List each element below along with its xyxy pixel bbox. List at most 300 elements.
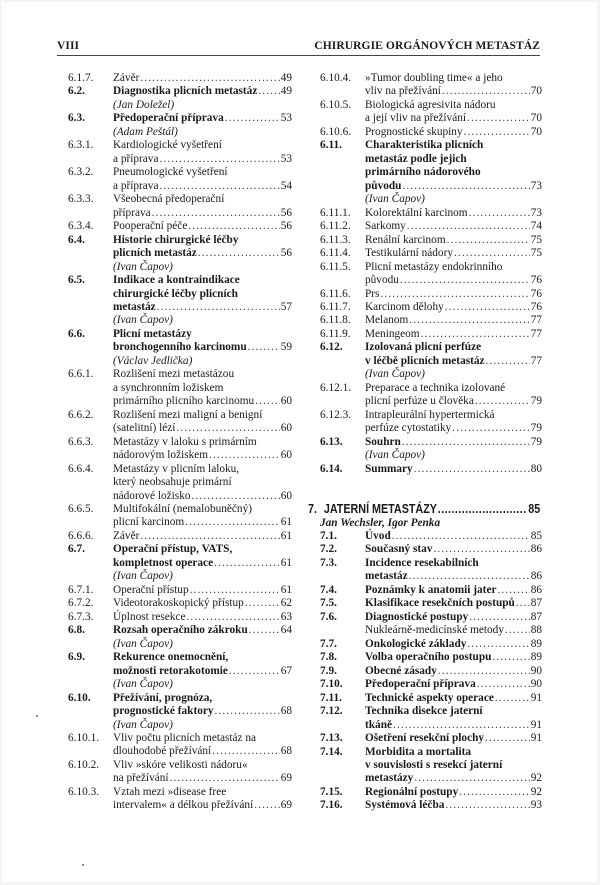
toc-entry-line[interactable]	[320, 772, 542, 785]
scan-speck	[82, 864, 84, 866]
page-ref: 54	[280, 179, 292, 192]
toc-entry-line[interactable]	[68, 503, 292, 516]
section-title: (Ivan Čapov)	[113, 314, 173, 327]
dot-leader	[157, 301, 280, 314]
toc-entry-line[interactable]	[68, 247, 292, 260]
toc-entry-line[interactable]	[320, 463, 542, 476]
toc-entry-line[interactable]	[320, 341, 542, 354]
dot-leader	[477, 678, 530, 691]
toc-author-line	[320, 368, 542, 381]
dot-leader	[185, 516, 279, 529]
section-title: chirurgické léčby plicních	[113, 287, 238, 300]
toc-author-line	[320, 193, 542, 206]
section-number: 7.12.	[320, 705, 343, 718]
toc-entry-line[interactable]	[68, 234, 292, 247]
section-title: Multifokální (nemalobuněčný)	[113, 503, 252, 515]
section-title: Onkologické základy ..... 89	[365, 638, 542, 651]
toc-author-line	[68, 719, 292, 732]
toc-entry-line[interactable]	[68, 759, 292, 772]
dot-leader	[445, 301, 530, 314]
dot-leader	[445, 799, 529, 812]
section-title: Operační přístup ..... 61	[113, 584, 292, 597]
section-title: který neobsahuje primární	[113, 476, 232, 489]
toc-entry-line[interactable]	[320, 570, 542, 583]
section-title: perfúze cytostatiky ..... 79	[365, 422, 542, 435]
section-title: Úplnost resekce ..... 63	[113, 611, 292, 624]
toc-entry-line[interactable]	[320, 436, 542, 449]
toc-entry-line[interactable]	[320, 732, 542, 745]
dot-leader	[212, 745, 280, 758]
toc-entry-line[interactable]	[68, 624, 292, 637]
page-ref: 60	[280, 422, 292, 435]
section-title: a příprava ..... 53	[113, 153, 292, 166]
toc-entry-line[interactable]	[320, 584, 542, 597]
toc-entry-line[interactable]	[320, 355, 542, 368]
page-ref: 57	[280, 300, 292, 313]
section-title: Operační přístup, VATS,	[113, 543, 233, 556]
section-number: 6.14.	[320, 462, 343, 475]
page-ref: 76	[530, 274, 542, 287]
section-number: 7.6.	[320, 610, 337, 623]
section-title: Testikulární nádory ..... 75	[365, 247, 542, 260]
section-title: původu ..... 73	[365, 180, 542, 193]
section-title: primárního nádorového	[365, 166, 481, 179]
section-number: 6.4.	[68, 233, 85, 246]
page-ref: 56	[280, 247, 292, 260]
page-ref: 91	[530, 691, 542, 704]
section-number: 6.6.3.	[68, 435, 94, 448]
toc-entry-line[interactable]	[68, 328, 292, 341]
toc-entry-line[interactable]	[68, 799, 292, 812]
dot-leader	[402, 180, 529, 193]
section-number: 7.7.	[320, 637, 337, 650]
toc-entry-line[interactable]	[68, 786, 292, 799]
toc-entry-line[interactable]	[68, 153, 292, 166]
dot-leader	[452, 422, 529, 435]
section-title: původu ..... 76	[365, 274, 542, 287]
toc-entry-line[interactable]	[68, 139, 292, 152]
page-ref: 89	[530, 637, 542, 650]
section-title: (Ivan Čapov)	[113, 718, 173, 731]
section-number: 6.10.2.	[68, 758, 100, 771]
toc-entry-line[interactable]	[320, 651, 542, 664]
section-title: Vliv »skóre velikosti nádoru«	[113, 758, 248, 771]
page-ref: 79	[530, 422, 542, 435]
section-title: Diagnostika plicních metastáz ..... 49	[113, 85, 292, 98]
toc-entry-line[interactable]	[320, 234, 542, 247]
dot-leader	[140, 530, 279, 543]
section-title: (Ivan Čapov)	[365, 368, 425, 381]
section-title: Diagnostické postupy ..... 87	[365, 611, 542, 624]
dot-leader	[516, 597, 530, 610]
section-number: 6.2.	[68, 85, 85, 98]
toc-entry-line[interactable]	[320, 382, 542, 395]
dot-leader	[497, 584, 529, 597]
page-ref: 87	[530, 610, 542, 623]
section-number: 6.12.	[320, 341, 343, 354]
dot-leader	[485, 732, 530, 745]
toc-entry-line[interactable]	[68, 422, 292, 435]
section-number: 6.11.6.	[320, 287, 351, 300]
section-number: 6.13.	[320, 435, 343, 448]
toc-entry-line[interactable]	[68, 772, 292, 785]
page-ref: 77	[530, 327, 542, 340]
page-ref: 90	[530, 678, 542, 691]
page-ref: 49	[280, 85, 292, 98]
section-number: 6.6.2.	[68, 408, 94, 421]
section-title: Plicní metastázy endokrinního	[365, 260, 503, 273]
page-ref: 67	[280, 664, 292, 677]
toc-entry-line[interactable]	[320, 665, 542, 678]
document-page	[2, 2, 597, 882]
section-number: 7.4.	[320, 583, 337, 596]
dot-leader	[409, 570, 530, 583]
toc-entry-line[interactable]	[320, 153, 542, 166]
toc-entry-line[interactable]	[320, 705, 542, 718]
dot-leader	[414, 772, 529, 785]
section-title: kompletnost operace ..... 61	[113, 557, 292, 570]
section-title: metastáz ..... 86	[365, 570, 542, 583]
dot-leader	[486, 355, 530, 368]
section-number: 7.16.	[320, 799, 343, 812]
dot-leader	[492, 651, 529, 664]
toc-entry-line[interactable]	[68, 665, 292, 678]
toc-author-line	[68, 314, 292, 327]
toc-entry-line[interactable]	[68, 597, 292, 610]
page-ref: 86	[530, 570, 542, 583]
section-title: Incidence resekabilních	[365, 556, 479, 569]
section-title: plicní perfúze u člověka ..... 79	[365, 395, 542, 408]
section-title: Závěr ..... 49	[113, 72, 292, 85]
section-title: Ošetření resekční plochy ..... 91	[365, 732, 542, 745]
dot-leader	[176, 422, 279, 435]
page-ref: 73	[530, 206, 542, 219]
page-ref: 75	[530, 247, 542, 260]
section-title: Plicní metastázy	[113, 327, 192, 340]
section-title: (Ivan Čapov)	[113, 678, 173, 691]
section-number: 6.11.1.	[320, 206, 351, 219]
toc-entry-line[interactable]	[320, 799, 542, 812]
section-number: 6.3.	[68, 112, 85, 125]
toc-entry-line[interactable]	[68, 463, 292, 476]
page-ref: 49	[280, 72, 292, 84]
section-title: Přežívání, prognóza,	[113, 691, 213, 704]
toc-entry-line[interactable]	[68, 692, 292, 705]
dot-leader	[392, 530, 530, 543]
toc-entry-line[interactable]	[68, 611, 292, 624]
toc-entry-line[interactable]	[68, 449, 292, 462]
page-ref: 56	[280, 220, 292, 233]
section-title: Charakteristika plicních	[365, 139, 484, 152]
section-title: primárního plicního karcinomu ..... 60	[113, 395, 292, 408]
toc-entry-line[interactable]	[68, 476, 292, 489]
section-number: 6.6.	[68, 327, 85, 340]
dot-leader	[459, 786, 529, 799]
section-title: metastázy ..... 92	[365, 772, 542, 785]
section-number: 6.3.1.	[68, 139, 94, 152]
page-ref: 75	[530, 233, 542, 246]
section-title: intervalem« a délkou přežívání ..... 69	[113, 799, 292, 812]
section-title: Předoperační příprava ..... 90	[365, 678, 542, 691]
toc-entry-line[interactable]	[320, 692, 542, 705]
section-title: Metastázy v plicním laloku,	[113, 462, 240, 475]
section-title: Závěr ..... 61	[113, 530, 292, 543]
toc-entry-line[interactable]	[68, 274, 292, 287]
toc-entry-line[interactable]	[320, 786, 542, 799]
section-number: 6.7.	[68, 543, 85, 556]
section-title: (Ivan Čapov)	[113, 637, 173, 650]
dot-leader	[469, 611, 529, 624]
toc-entry-line[interactable]	[320, 139, 542, 152]
section-number: 6.3.3.	[68, 193, 94, 206]
section-title: prognostické faktory ..... 68	[113, 705, 292, 718]
section-number: 7.11.	[320, 691, 342, 704]
toc-entry-line[interactable]	[320, 126, 542, 139]
section-number: 6.12.1.	[320, 381, 352, 394]
toc-author-line	[68, 126, 292, 139]
dot-leader	[467, 112, 530, 125]
toc-entry-line[interactable]	[320, 207, 542, 220]
toc-entry-line[interactable]	[320, 678, 542, 691]
section-number: 7.10.	[320, 678, 343, 691]
dot-leader	[190, 584, 280, 597]
page-ref: 53	[280, 112, 292, 125]
toc-entry-line[interactable]	[68, 85, 292, 98]
toc-author-line	[320, 449, 542, 462]
section-title: Metastázy v laloku s primárním	[113, 435, 257, 448]
toc-entry-line[interactable]	[320, 597, 542, 610]
toc-entry-line[interactable]	[68, 409, 292, 422]
section-title: Regionální postupy ..... 92	[365, 786, 542, 799]
toc-entry-line[interactable]	[68, 301, 292, 314]
toc-entry-line[interactable]	[320, 85, 542, 98]
toc-entry-line[interactable]	[68, 584, 292, 597]
section-title: tkáně ..... 91	[365, 719, 542, 732]
toc-entry-line[interactable]	[320, 72, 542, 85]
toc-entry-line[interactable]	[320, 611, 542, 624]
toc-entry-line[interactable]	[68, 193, 292, 206]
page-ref: 90	[530, 664, 542, 677]
toc-entry-line[interactable]	[320, 530, 542, 543]
section-number: 6.11.9.	[320, 327, 351, 340]
toc-entry-line[interactable]	[68, 705, 292, 718]
dot-leader	[442, 85, 530, 98]
toc-entry-line[interactable]	[68, 341, 292, 354]
section-title: metastáz podle jejich	[365, 152, 467, 165]
toc-entry-line[interactable]	[320, 543, 542, 556]
page-ref: 79	[530, 395, 542, 408]
page-ref: 61	[280, 583, 292, 596]
toc-entry-line[interactable]	[320, 166, 542, 179]
dot-leader	[409, 314, 529, 327]
section-number: 6.3.2.	[68, 166, 94, 179]
dot-leader	[400, 274, 530, 287]
section-number: 6.10.1.	[68, 731, 100, 744]
page-ref: 63	[280, 610, 292, 623]
section-title: a příprava ..... 54	[113, 180, 292, 193]
chapter-7-heading[interactable]	[308, 502, 540, 517]
page-ref: 60	[280, 489, 292, 502]
chapter-title: JATERNÍ METASTÁZY	[323, 502, 437, 516]
section-title: Pooperační péče ..... 56	[113, 220, 292, 233]
page-ref: 61	[280, 556, 292, 569]
toc-entry-line[interactable]	[320, 759, 542, 772]
section-number: 6.11.	[320, 139, 342, 152]
toc-entry-line[interactable]	[68, 288, 292, 301]
toc-entry-line[interactable]	[68, 395, 292, 408]
toc-entry-line[interactable]	[68, 72, 292, 85]
toc-entry-line[interactable]	[68, 530, 292, 543]
section-number: 6.11.4.	[320, 247, 351, 260]
section-title: Předoperační příprava ..... 53	[113, 112, 292, 125]
section-title: (Ivan Čapov)	[365, 449, 425, 462]
toc-entry-line[interactable]	[68, 112, 292, 125]
toc-entry-line[interactable]	[320, 180, 542, 193]
section-title: Morbidita a mortalita	[365, 745, 472, 758]
section-number: 6.11.2.	[320, 220, 351, 233]
toc-entry-line[interactable]	[68, 368, 292, 381]
toc-entry-line[interactable]	[320, 557, 542, 570]
toc-entry-line[interactable]	[68, 745, 292, 758]
toc-entry-line[interactable]	[68, 166, 292, 179]
toc-entry-line[interactable]	[320, 409, 542, 422]
section-number: 6.1.7.	[68, 72, 94, 84]
section-number: 6.11.8.	[320, 314, 351, 327]
toc-entry-line[interactable]	[68, 220, 292, 233]
dot-leader	[152, 207, 280, 220]
section-title: vliv na přežívání ..... 70	[365, 85, 542, 98]
toc-entry-line[interactable]	[320, 247, 542, 260]
toc-entry-line[interactable]	[320, 261, 542, 274]
toc-entry-line[interactable]	[320, 624, 542, 637]
dot-leader	[469, 207, 530, 220]
page-ref: 91	[530, 732, 542, 745]
section-number: 6.7.2.	[68, 597, 94, 610]
section-title: Rozsah operačního zákroku ..... 64	[113, 624, 292, 637]
dot-leader	[186, 611, 279, 624]
page-ref: 61	[280, 516, 292, 529]
section-number: 7.8.	[320, 651, 337, 664]
page-ref: 77	[530, 354, 542, 367]
section-number: 6.7.3.	[68, 610, 94, 623]
section-title: Summary ..... 80	[365, 463, 542, 476]
toc-entry-line[interactable]	[320, 220, 542, 233]
section-number: 6.10.5.	[320, 98, 352, 111]
toc-entry-line[interactable]	[68, 732, 292, 745]
section-title: Rozlišení mezi metastázou	[113, 368, 235, 381]
page-ref: 61	[280, 529, 292, 542]
toc-entry-line[interactable]	[68, 490, 292, 503]
section-title: plicních metastáz ..... 56	[113, 247, 292, 260]
section-title: nádorovým ložiskem ..... 60	[113, 449, 292, 462]
toc-entry-line[interactable]	[320, 395, 542, 408]
page-ref: 73	[530, 179, 542, 192]
section-number: 6.10.6.	[320, 125, 352, 138]
toc-entry-line[interactable]	[68, 180, 292, 193]
dot-leader	[475, 395, 530, 408]
section-number: 6.11.3.	[320, 233, 351, 246]
toc-entry-line[interactable]	[320, 274, 542, 287]
page-ref: 59	[280, 341, 292, 354]
section-title: Pneumologické vyšetření	[113, 166, 228, 179]
scan-speck	[36, 715, 38, 717]
section-number: 6.10.	[68, 691, 91, 704]
dot-leader	[215, 705, 280, 718]
page-ref: 88	[530, 624, 542, 637]
toc-entry-line[interactable]	[320, 719, 542, 732]
chapter-authors: Jan Wechsler, Igor Penka	[320, 517, 441, 529]
page-ref: 91	[530, 718, 542, 731]
toc-entry-line[interactable]	[68, 382, 292, 395]
section-title: (Ivan Čapov)	[113, 260, 173, 273]
page-ref: 86	[530, 583, 542, 596]
dot-leader	[438, 502, 528, 517]
toc-entry-line[interactable]	[68, 207, 292, 220]
section-title: (satelitní) lézí ..... 60	[113, 422, 292, 435]
page-ref: 92	[530, 772, 542, 785]
toc-chapter-7-entries	[320, 530, 542, 813]
page-ref: 80	[530, 462, 542, 475]
page-ref: 86	[530, 543, 542, 556]
page-ref: 77	[530, 314, 542, 327]
toc-entry-line[interactable]	[68, 516, 292, 529]
toc-entry-line[interactable]	[320, 99, 542, 112]
page-ref: 69	[280, 799, 292, 812]
dot-leader	[255, 395, 280, 408]
section-title: Vliv počtu plicních metastáz na	[113, 731, 257, 744]
section-title: Kardiologické vyšetření	[113, 139, 222, 152]
toc-entry-line[interactable]	[320, 328, 542, 341]
section-title: (Ivan Čapov)	[113, 570, 173, 583]
page-ref: 70	[530, 125, 542, 138]
toc-entry-line[interactable]	[320, 422, 542, 435]
toc-entry-line[interactable]	[320, 746, 542, 759]
toc-entry-line[interactable]	[320, 301, 542, 314]
section-number: 7.15.	[320, 785, 343, 798]
section-title: Izolovaná plicní perfúze	[365, 341, 482, 354]
toc-author-line	[68, 99, 292, 112]
toc-author-line	[68, 355, 292, 368]
toc-entry-line[interactable]	[68, 651, 292, 664]
toc-entry-line[interactable]	[320, 638, 542, 651]
page-ref: 68	[280, 745, 292, 758]
dot-leader	[414, 463, 530, 476]
chapter-number: 7.	[308, 502, 317, 516]
section-title: nádorové ložisko ..... 60	[113, 490, 292, 503]
page-ref: 53	[280, 152, 292, 165]
section-title: Nukleárně-medicínské metody ..... 88	[365, 624, 542, 637]
section-title: a její vliv na přežívání ..... 70	[365, 112, 542, 125]
toc-entry-line[interactable]	[68, 543, 292, 556]
toc-entry-line[interactable]	[320, 288, 542, 301]
toc-entry-line[interactable]	[320, 112, 542, 125]
section-title: Rozlišení mezi maligní a benigní	[113, 408, 263, 421]
section-title: Vztah mezi »disease free	[113, 785, 227, 798]
section-title: (Adam Peštál)	[113, 125, 178, 138]
section-title: Melanom ..... 77	[365, 314, 542, 327]
dot-leader	[433, 543, 529, 556]
toc-entry-line[interactable]	[320, 314, 542, 327]
page-ref: 69	[280, 772, 292, 785]
toc-entry-line[interactable]	[68, 436, 292, 449]
dot-leader	[198, 247, 280, 260]
section-title: metastáz ..... 57	[113, 301, 292, 314]
dot-leader	[258, 85, 279, 98]
section-number: 6.7.1.	[68, 583, 94, 596]
toc-entry-line[interactable]	[68, 557, 292, 570]
dot-leader	[159, 180, 279, 193]
section-number: 7.5.	[320, 597, 337, 610]
